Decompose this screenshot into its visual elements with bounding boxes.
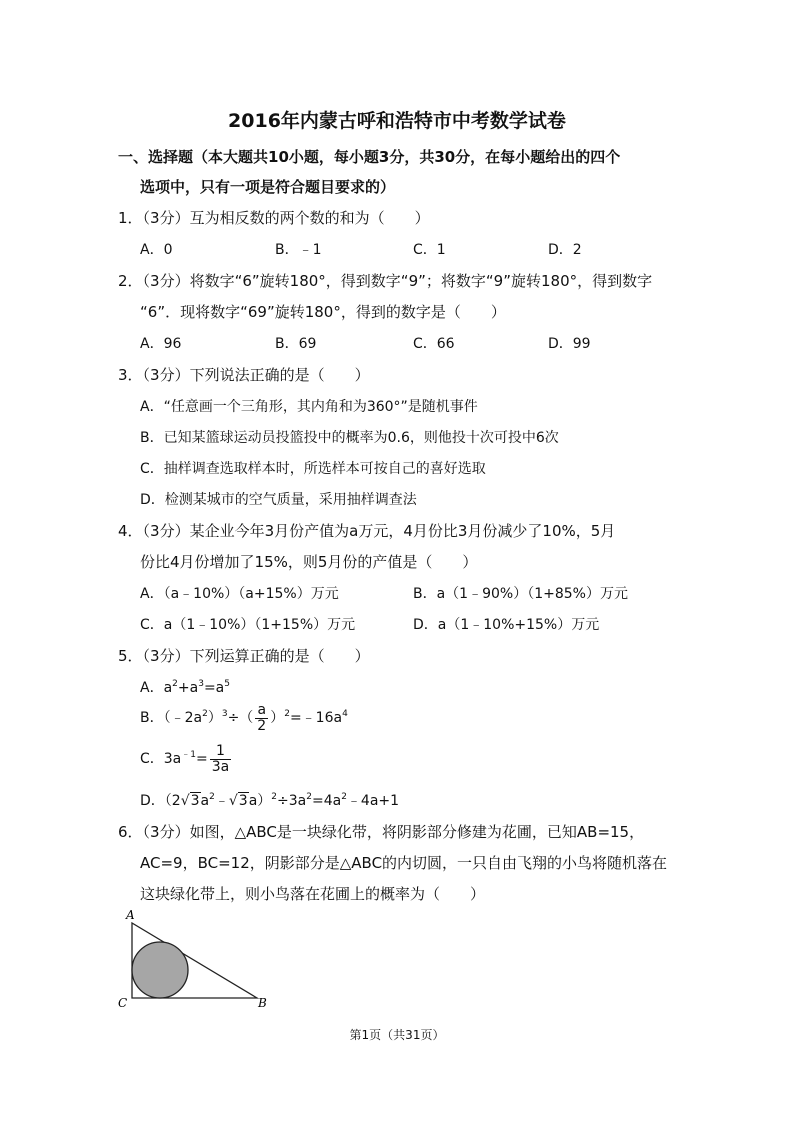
question-2-option-d: D．99 — [548, 336, 591, 352]
question-1-option-b: B．﹣1 — [275, 242, 322, 258]
question-1-stem: 1．（3分）互为相反数的两个数的和为（ ） — [118, 209, 430, 227]
question-3-option-c: C．抽样调查选取样本时，所选样本可按自己的喜好选取 — [140, 461, 486, 477]
incircle-flowerbed — [132, 942, 188, 998]
vertex-label-a: A — [126, 908, 135, 922]
sqrt-3-first: √3 — [180, 793, 200, 809]
question-6-stem-line2: AC=9，BC=12，阴影部分是△ABC的内切圆，一只自由飞翔的小鸟将随机落在 — [140, 854, 668, 872]
fraction-a-over-2: $\frac{a}{2}$ — [257, 702, 267, 734]
section-header-line2: 选项中，只有一项是符合题目要求的） — [140, 178, 396, 196]
question-6-stem-line1: 6．（3分）如图，△ABC是一块绿化带，将阴影部分修建为花圃，已知AB=15， — [118, 823, 645, 841]
question-3-option-d: D．检测某城市的空气质量，采用抽样调查法 — [140, 492, 417, 508]
question-4-option-d: D．a（1﹣10%+15%）万元 — [413, 617, 600, 633]
page-footer: 第1页（共31页） — [349, 1028, 445, 1042]
section-header-line1: 一、选择题（本大题共10小题，每小题3分，共30分，在每小题给出的四个 — [118, 148, 621, 166]
question-1-option-a: A．0 — [140, 242, 173, 258]
question-4-option-c: C．a（1﹣10%）（1+15%）万元 — [140, 617, 356, 633]
question-5-option-c: C．$3a^{﹣1}=$ $\frac{1}{3a}$ — [140, 743, 230, 775]
sqrt-3-second: √3 — [228, 793, 248, 809]
question-4-option-a: A．（a﹣10%）（a+15%）万元 — [140, 586, 339, 602]
triangle-incircle-figure — [112, 905, 282, 1015]
question-2-option-b: B．69 — [275, 336, 317, 352]
question-4-stem-line2: 份比4月份增加了15%，则5月份的产值是（ ） — [140, 553, 478, 571]
question-1-option-d: D．2 — [548, 242, 582, 258]
question-2-option-c: C．66 — [413, 336, 455, 352]
question-3-option-a: A．“任意画一个三角形，其内角和为360°”是随机事件 — [140, 399, 478, 415]
question-5-option-b: B．$(﹣2a^2)^3\div$（ $\frac{a}{2}$ ）$^2=﹣16a^4$ — [140, 702, 348, 734]
question-4-stem-line1: 4．（3分）某企业今年3月份产值为a万元，4月份比3月份减少了10%，5月 — [118, 522, 616, 540]
question-2-stem-line2: “6”．现将数字“69”旋转180°，得到的数字是（ ） — [140, 303, 506, 321]
question-3-option-b: B．已知某篮球运动员投篮投中的概率为0.6，则他投十次可投中6次 — [140, 430, 559, 446]
question-3-stem: 3．（3分）下列说法正确的是（ ） — [118, 366, 370, 384]
question-2-option-a: A．96 — [140, 336, 182, 352]
question-2-stem-line1: 2．（3分）将数字“6”旋转180°，得到数字“9”；将数字“9”旋转180°，得到数字 — [118, 272, 653, 290]
fraction-1-over-3a: $\frac{1}{3a}$ — [211, 743, 230, 775]
page-title: 2016年内蒙古呼和浩特市中考数学试卷 — [228, 110, 566, 132]
question-6-stem-line3: 这块绿化带上，则小鸟落在花圃上的概率为（ ） — [140, 885, 486, 903]
vertex-label-b: B — [258, 996, 267, 1010]
question-4-option-b: B．a（1﹣90%）（1+85%）万元 — [413, 586, 628, 602]
question-5-option-a: A．$a^2+a^3=a^5$ — [140, 679, 230, 696]
question-5-option-d: D．$(2√3a^2﹣√3a)^2\div 3a^2=4a^2﹣4a+1$ — [140, 792, 400, 809]
question-1-option-c: C．1 — [413, 242, 446, 258]
vertex-label-c: C — [118, 996, 128, 1010]
question-5-stem: 5．（3分）下列运算正确的是（ ） — [118, 647, 370, 665]
